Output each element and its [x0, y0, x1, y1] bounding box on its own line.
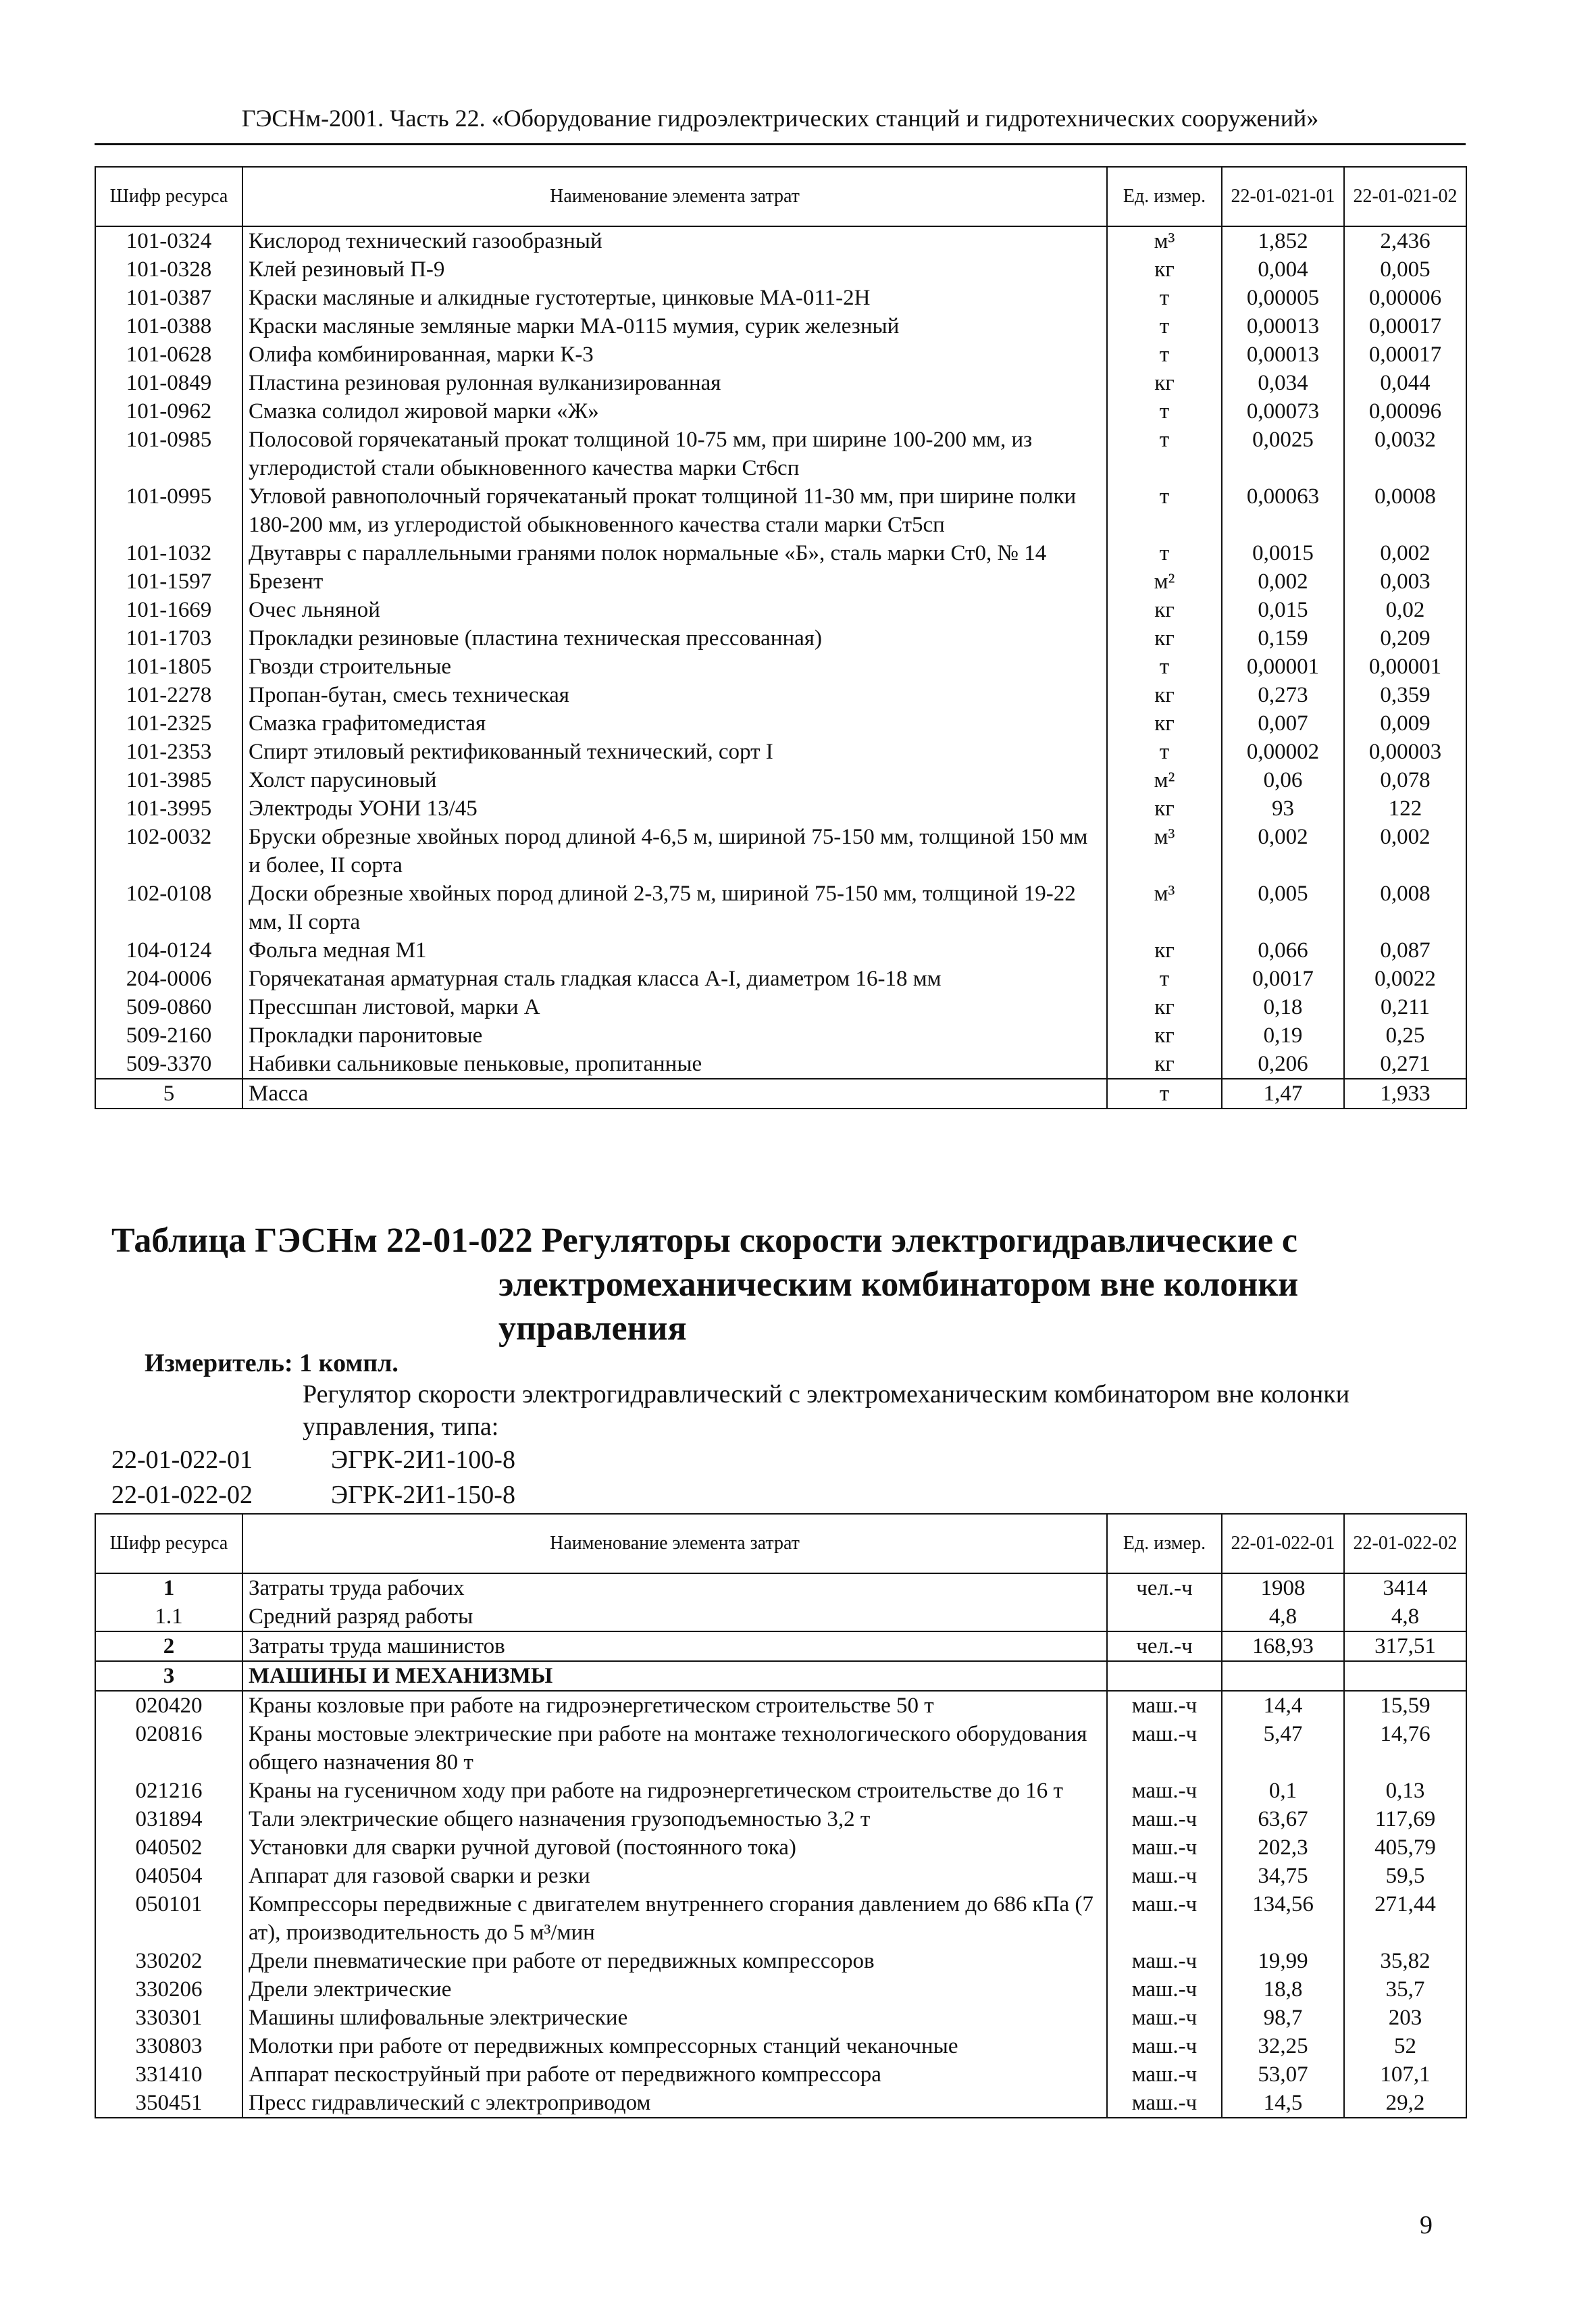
resource-code: 020420: [95, 1691, 242, 1720]
table-row: [95, 567, 1466, 596]
unit-of-measure: маш.-ч: [1107, 1862, 1222, 1890]
labor-name: Затраты труда рабочих: [242, 1573, 1107, 1602]
unit-of-measure: кг: [1107, 596, 1222, 624]
unit-of-measure: маш.-ч: [1107, 1720, 1222, 1777]
norm-value-a: 0,015: [1222, 596, 1344, 624]
unit-of-measure: т: [1107, 426, 1222, 482]
table-row: [95, 993, 1466, 1021]
norm-value-b: 0,02: [1344, 596, 1466, 624]
grade-unit: [1107, 1602, 1222, 1631]
unit-of-measure: кг: [1107, 1021, 1222, 1050]
section-title-line-1: Таблица ГЭСНм 22-01-022 Регуляторы скорости электрогидравлические с: [111, 1221, 1297, 1260]
table-row: [95, 1975, 1466, 2004]
table-row: [95, 255, 1466, 284]
resource-code: 102-0108: [95, 880, 242, 936]
norm-value-b: 0,002: [1344, 539, 1466, 567]
unit-of-measure: т: [1107, 340, 1222, 369]
norm-value-b: 0,044: [1344, 369, 1466, 397]
norm-value-a: 0,00013: [1222, 340, 1344, 369]
machines-heading-unit: [1107, 1661, 1222, 1691]
unit-of-measure: маш.-ч: [1107, 2032, 1222, 2060]
resource-name: Тали электрические общего назначения грузоподъемностью 3,2 т: [242, 1805, 1107, 1833]
unit-of-measure: м²: [1107, 567, 1222, 596]
norm-value-b: 14,76: [1344, 1720, 1466, 1777]
table-row: [95, 2089, 1466, 2118]
resource-name: Угловой равнополочный горячекатаный прокат толщиной 11-30 мм, при ширине полки 180-200 мм, из углеродистой обыкновенного качества стали марки Ст5сп: [242, 482, 1107, 539]
table-row: [95, 226, 1466, 255]
table-row: [95, 1691, 1466, 1720]
table-row: [95, 284, 1466, 312]
table-row: [95, 2060, 1466, 2089]
norm-value-a: 93: [1222, 794, 1344, 823]
norm-value-b: 0,25: [1344, 1021, 1466, 1050]
section-description: Регулятор скорости электрогидравлический с электромеханическим комбинатором вне колонки управления, типа:: [303, 1380, 1350, 1441]
norm-value-a: 0,1: [1222, 1777, 1344, 1805]
norm-value-b: 29,2: [1344, 2089, 1466, 2118]
machines-heading-value-b: [1344, 1661, 1466, 1691]
norm-value-a: 18,8: [1222, 1975, 1344, 2004]
unit-of-measure: кг: [1107, 709, 1222, 738]
table-row: [95, 312, 1466, 340]
mass-value-b: 1,933: [1344, 1079, 1466, 1109]
norm-value-b: 405,79: [1344, 1833, 1466, 1862]
variant-name: ЭГРК-2И1-150-8: [331, 1481, 515, 1509]
resource-name: Краны козловые при работе на гидроэнергетическом строительстве 50 т: [242, 1691, 1107, 1720]
table-row: [95, 624, 1466, 653]
norm-value-a: 5,47: [1222, 1720, 1344, 1777]
resource-code: 102-0032: [95, 823, 242, 880]
unit-of-measure: кг: [1107, 624, 1222, 653]
norm-value-a: 0,18: [1222, 993, 1344, 1021]
variant-item: [111, 1444, 922, 1475]
norm-value-a: 63,67: [1222, 1805, 1344, 1833]
resource-name: Краски масляные и алкидные густотертые, цинковые МА-011-2Н: [242, 284, 1107, 312]
resource-name: Прокладки резиновые (пластина техническая прессованная): [242, 624, 1107, 653]
variant-name: ЭГРК-2И1-100-8: [331, 1446, 515, 1474]
resource-name: Дрели электрические: [242, 1975, 1107, 2004]
resource-code: 330202: [95, 1947, 242, 1975]
table-row: [95, 880, 1466, 936]
norm-value-b: 0,00001: [1344, 653, 1466, 681]
machines-table-body: [95, 1691, 1466, 2118]
norm-value-a: 98,7: [1222, 2004, 1344, 2032]
resource-name: Клей резиновый П-9: [242, 255, 1107, 284]
resource-code: 101-2325: [95, 709, 242, 738]
table-row: [95, 340, 1466, 369]
resource-code: 350451: [95, 2089, 242, 2118]
norm-value-b: 0,00006: [1344, 284, 1466, 312]
resource-name: Прессшпан листовой, марки А: [242, 993, 1107, 1021]
norm-value-b: 0,087: [1344, 936, 1466, 965]
resource-code: 101-1669: [95, 596, 242, 624]
resource-code: 101-0628: [95, 340, 242, 369]
resource-name: Набивки сальниковые пеньковые, пропитанные: [242, 1050, 1107, 1079]
resource-name: Олифа комбинированная, марки К-3: [242, 340, 1107, 369]
norm-value-a: 0,00001: [1222, 653, 1344, 681]
unit-of-measure: маш.-ч: [1107, 2060, 1222, 2089]
machinist-unit: чел.-ч: [1107, 1631, 1222, 1661]
resource-name: Пресс гидравлический с электроприводом: [242, 2089, 1107, 2118]
unit-of-measure: кг: [1107, 794, 1222, 823]
resource-name: Смазка солидол жировой марки «Ж»: [242, 397, 1107, 426]
norm-value-a: 0,002: [1222, 823, 1344, 880]
norm-value-a: 0,034: [1222, 369, 1344, 397]
column-header-name: Наименование элемента затрат: [242, 167, 1107, 226]
resource-code: 101-0387: [95, 284, 242, 312]
table-row: [95, 539, 1466, 567]
variant-code: 22-01-022-02: [111, 1481, 253, 1509]
unit-of-measure: кг: [1107, 681, 1222, 709]
table-row: [95, 397, 1466, 426]
norm-value-b: 203: [1344, 2004, 1466, 2032]
norm-value-a: 0,002: [1222, 567, 1344, 596]
unit-of-measure: маш.-ч: [1107, 2089, 1222, 2118]
unit-of-measure: м³: [1107, 226, 1222, 255]
labor-code: 1: [95, 1573, 242, 1602]
table-row: [95, 1833, 1466, 1862]
table-row: [95, 1890, 1466, 1947]
resource-name: Брезент: [242, 567, 1107, 596]
resource-code: 331410: [95, 2060, 242, 2089]
variant-code: 22-01-022-01: [111, 1446, 253, 1474]
unit-of-measure: маш.-ч: [1107, 1833, 1222, 1862]
resource-code: 101-2353: [95, 738, 242, 766]
table-row: [95, 1805, 1466, 1833]
table-row: [95, 738, 1466, 766]
section-title-line-3: управления: [498, 1309, 687, 1348]
norm-value-a: 0,00073: [1222, 397, 1344, 426]
resource-name: Краны на гусеничном ходу при работе на гидроэнергетическом строительстве до 16 т: [242, 1777, 1107, 1805]
resource-code: 101-1703: [95, 624, 242, 653]
resource-name: Дрели пневматические при работе от передвижных компрессоров: [242, 1947, 1107, 1975]
table-row: [95, 681, 1466, 709]
norm-value-a: 14,4: [1222, 1691, 1344, 1720]
norm-value-b: 35,82: [1344, 1947, 1466, 1975]
norm-value-b: 0,078: [1344, 766, 1466, 794]
variant-item: [111, 1479, 922, 1510]
unit-of-measure: т: [1107, 738, 1222, 766]
resource-code: 101-3985: [95, 766, 242, 794]
page-number: 9: [1420, 2211, 1433, 2239]
unit-of-measure: маш.-ч: [1107, 1805, 1222, 1833]
resource-code: 031894: [95, 1805, 242, 1833]
norm-value-b: 59,5: [1344, 1862, 1466, 1890]
header-rule: [95, 143, 1466, 145]
resource-name: Полосовой горячекатаный прокат толщиной 10-75 мм, при ширине 100-200 мм, из углеродистой стали обыкновенного качества марки Ст6сп: [242, 426, 1107, 482]
resource-code: 104-0124: [95, 936, 242, 965]
machinist-name: Затраты труда машинистов: [242, 1631, 1107, 1661]
resource-name: Аппарат для газовой сварки и резки: [242, 1862, 1107, 1890]
resource-code: 021216: [95, 1777, 242, 1805]
table-row: [95, 1862, 1466, 1890]
norm-value-a: 0,00063: [1222, 482, 1344, 539]
norm-value-b: 0,00017: [1344, 312, 1466, 340]
column-header-norm-b: 22-01-022-02: [1344, 1514, 1466, 1573]
resource-name: Смазка графитомедистая: [242, 709, 1107, 738]
norm-value-b: 0,0008: [1344, 482, 1466, 539]
norms-table: [95, 1513, 1467, 2118]
resource-code: 101-0328: [95, 255, 242, 284]
norm-value-b: 0,008: [1344, 880, 1466, 936]
column-header-unit: Ед. измер.: [1107, 167, 1222, 226]
table-row: [95, 2032, 1466, 2060]
norm-value-a: 14,5: [1222, 2089, 1344, 2118]
norm-value-a: 0,273: [1222, 681, 1344, 709]
resource-code: 040504: [95, 1862, 242, 1890]
table-row: [95, 1050, 1466, 1079]
resource-code: 101-0849: [95, 369, 242, 397]
norm-value-a: 0,0025: [1222, 426, 1344, 482]
norm-value-a: 202,3: [1222, 1833, 1344, 1862]
resource-name: Холст парусиновый: [242, 766, 1107, 794]
labor-unit: чел.-ч: [1107, 1573, 1222, 1602]
table-row: [95, 1720, 1466, 1777]
column-header-code: Шифр ресурса: [95, 1514, 242, 1573]
resource-code: 101-0995: [95, 482, 242, 539]
resource-code: 204-0006: [95, 965, 242, 993]
norm-value-a: 34,75: [1222, 1862, 1344, 1890]
table-row: [95, 653, 1466, 681]
norm-value-b: 107,1: [1344, 2060, 1466, 2089]
resource-code: 330301: [95, 2004, 242, 2032]
unit-of-measure: маш.-ч: [1107, 1947, 1222, 1975]
norm-value-a: 0,206: [1222, 1050, 1344, 1079]
norm-value-b: 117,69: [1344, 1805, 1466, 1833]
resource-code: 101-1805: [95, 653, 242, 681]
table-row: [95, 2004, 1466, 2032]
machinist-value-b: 317,51: [1344, 1631, 1466, 1661]
resource-name: Компрессоры передвижные с двигателем внутреннего сгорания давлением до 686 кПа (7 ат), производительность до 5 м³/мин: [242, 1890, 1107, 1947]
norm-value-a: 0,159: [1222, 624, 1344, 653]
norm-value-b: 0,209: [1344, 624, 1466, 653]
norm-value-b: 0,003: [1344, 567, 1466, 596]
norm-value-a: 0,00002: [1222, 738, 1344, 766]
resource-name: Кислород технический газообразный: [242, 226, 1107, 255]
resource-name: Прокладки паронитовые: [242, 1021, 1107, 1050]
norm-value-b: 0,211: [1344, 993, 1466, 1021]
running-header: ГЭСНм-2001. Часть 22. «Оборудование гидроэлектрических станций и гидротехнических сооружений»: [241, 105, 1319, 132]
mass-name: Масса: [242, 1079, 1107, 1109]
table-row: [95, 1947, 1466, 1975]
resource-name: Бруски обрезные хвойных пород длиной 4-6,5 м, шириной 75-150 мм, толщиной 150 мм и более, II сорта: [242, 823, 1107, 880]
column-header-norm-b: 22-01-021-02: [1344, 167, 1466, 226]
norm-value-a: 0,00013: [1222, 312, 1344, 340]
machinist-value-a: 168,93: [1222, 1631, 1344, 1661]
unit-of-measure: м²: [1107, 766, 1222, 794]
norm-value-b: 271,44: [1344, 1890, 1466, 1947]
machines-heading-name: МАШИНЫ И МЕХАНИЗМЫ: [242, 1661, 1107, 1691]
resource-code: 509-0860: [95, 993, 242, 1021]
column-header-name: Наименование элемента затрат: [242, 1514, 1107, 1573]
table-row: [95, 1777, 1466, 1805]
mass-value-a: 1,47: [1222, 1079, 1344, 1109]
resource-name: Очес льняной: [242, 596, 1107, 624]
machines-heading-row: [95, 1661, 1466, 1691]
norm-value-b: 0,271: [1344, 1050, 1466, 1079]
resource-code: 050101: [95, 1890, 242, 1947]
column-header-norm-a: 22-01-022-01: [1222, 1514, 1344, 1573]
norm-value-a: 32,25: [1222, 2032, 1344, 2060]
materials-table: [95, 166, 1467, 1109]
unit-of-measure: маш.-ч: [1107, 1890, 1222, 1947]
grade-code: 1.1: [95, 1602, 242, 1631]
norm-value-a: 0,0017: [1222, 965, 1344, 993]
materials-table-body: [95, 226, 1466, 1079]
resource-name: Краски масляные земляные марки МА-0115 мумия, сурик железный: [242, 312, 1107, 340]
machinist-row: [95, 1631, 1466, 1661]
grade-name: Средний разряд работы: [242, 1602, 1107, 1631]
table-row: [95, 823, 1466, 880]
grade-row: [95, 1602, 1466, 1631]
norm-value-a: 19,99: [1222, 1947, 1344, 1975]
norm-value-a: 0,06: [1222, 766, 1344, 794]
unit-of-measure: т: [1107, 653, 1222, 681]
norm-value-b: 0,0032: [1344, 426, 1466, 482]
table-row: [95, 482, 1466, 539]
resource-code: 101-1597: [95, 567, 242, 596]
measurement-unit: Измеритель: 1 компл.: [145, 1349, 398, 1377]
grade-value-b: 4,8: [1344, 1602, 1466, 1631]
norm-value-a: 0,007: [1222, 709, 1344, 738]
unit-of-measure: т: [1107, 539, 1222, 567]
norm-value-b: 0,13: [1344, 1777, 1466, 1805]
unit-of-measure: м³: [1107, 823, 1222, 880]
norm-value-a: 0,004: [1222, 255, 1344, 284]
section-title-line-2: электромеханическим комбинатором вне колонки: [498, 1265, 1299, 1304]
unit-of-measure: маш.-ч: [1107, 1777, 1222, 1805]
resource-code: 101-1032: [95, 539, 242, 567]
norm-value-a: 0,066: [1222, 936, 1344, 965]
labor-value-a: 1908: [1222, 1573, 1344, 1602]
table-row: [95, 794, 1466, 823]
column-header-unit: Ед. измер.: [1107, 1514, 1222, 1573]
resource-name: Двутавры с параллельными гранями полок нормальные «Б», сталь марки Ст0, № 14: [242, 539, 1107, 567]
norm-value-b: 0,002: [1344, 823, 1466, 880]
norm-value-b: 35,7: [1344, 1975, 1466, 2004]
norm-value-a: 0,005: [1222, 880, 1344, 936]
column-header-norm-a: 22-01-021-01: [1222, 167, 1344, 226]
labor-value-b: 3414: [1344, 1573, 1466, 1602]
norm-value-b: 0,00017: [1344, 340, 1466, 369]
resource-name: Машины шлифовальные электрические: [242, 2004, 1107, 2032]
column-header-code: Шифр ресурса: [95, 167, 242, 226]
grade-value-a: 4,8: [1222, 1602, 1344, 1631]
table-row: [95, 766, 1466, 794]
resource-code: 101-0324: [95, 226, 242, 255]
norm-value-a: 53,07: [1222, 2060, 1344, 2089]
norm-value-b: 2,436: [1344, 226, 1466, 255]
resource-name: Молотки при работе от передвижных компрессорных станций чеканочные: [242, 2032, 1107, 2060]
unit-of-measure: маш.-ч: [1107, 1691, 1222, 1720]
unit-of-measure: кг: [1107, 1050, 1222, 1079]
norm-value-a: 0,00005: [1222, 284, 1344, 312]
table-row: [95, 709, 1466, 738]
machines-heading-value-a: [1222, 1661, 1344, 1691]
unit-of-measure: кг: [1107, 993, 1222, 1021]
resource-name: Фольга медная М1: [242, 936, 1107, 965]
table-row: [95, 936, 1466, 965]
unit-of-measure: т: [1107, 965, 1222, 993]
unit-of-measure: маш.-ч: [1107, 1975, 1222, 2004]
resource-code: 509-2160: [95, 1021, 242, 1050]
unit-of-measure: м³: [1107, 880, 1222, 936]
labor-row: [95, 1573, 1466, 1602]
resource-name: Горячекатаная арматурная сталь гладкая класса А-I, диаметром 16-18 мм: [242, 965, 1107, 993]
unit-of-measure: кг: [1107, 369, 1222, 397]
resource-code: 020816: [95, 1720, 242, 1777]
table-row: [95, 1021, 1466, 1050]
table-row: [95, 426, 1466, 482]
machines-heading-code: 3: [95, 1661, 242, 1691]
norm-value-a: 134,56: [1222, 1890, 1344, 1947]
unit-of-measure: т: [1107, 284, 1222, 312]
resource-code: 101-0962: [95, 397, 242, 426]
norm-value-a: 0,19: [1222, 1021, 1344, 1050]
norm-value-a: 0,0015: [1222, 539, 1344, 567]
norm-value-b: 15,59: [1344, 1691, 1466, 1720]
unit-of-measure: т: [1107, 482, 1222, 539]
table-row: [95, 965, 1466, 993]
resource-code: 040502: [95, 1833, 242, 1862]
resource-name: Электроды УОНИ 13/45: [242, 794, 1107, 823]
machinist-code: 2: [95, 1631, 242, 1661]
resource-name: Доски обрезные хвойных пород длиной 2-3,75 м, шириной 75-150 мм, толщиной 19-22 мм, II сорта: [242, 880, 1107, 936]
table-row: [95, 369, 1466, 397]
resource-name: Аппарат пескоструйный при работе от передвижного компрессора: [242, 2060, 1107, 2089]
unit-of-measure: т: [1107, 397, 1222, 426]
resource-name: Пластина резиновая рулонная вулканизированная: [242, 369, 1107, 397]
resource-code: 101-0985: [95, 426, 242, 482]
resource-code: 101-3995: [95, 794, 242, 823]
resource-code: 101-0388: [95, 312, 242, 340]
norm-value-b: 52: [1344, 2032, 1466, 2060]
mass-row: [95, 1079, 1466, 1109]
unit-of-measure: т: [1107, 312, 1222, 340]
resource-name: Краны мостовые электрические при работе на монтаже технологического оборудования общего назначения 80 т: [242, 1720, 1107, 1777]
norm-value-b: 0,00003: [1344, 738, 1466, 766]
table-header-row: [95, 1514, 1466, 1573]
resource-name: Установки для сварки ручной дуговой (постоянного тока): [242, 1833, 1107, 1862]
norm-value-a: 1,852: [1222, 226, 1344, 255]
resource-code: 509-3370: [95, 1050, 242, 1079]
norm-value-b: 122: [1344, 794, 1466, 823]
unit-of-measure: кг: [1107, 936, 1222, 965]
norm-value-b: 0,0022: [1344, 965, 1466, 993]
unit-of-measure: кг: [1107, 255, 1222, 284]
norm-value-b: 0,00096: [1344, 397, 1466, 426]
norm-value-b: 0,359: [1344, 681, 1466, 709]
mass-unit: т: [1107, 1079, 1222, 1109]
resource-code: 330206: [95, 1975, 242, 2004]
resource-name: Гвозди строительные: [242, 653, 1107, 681]
table-header-row: [95, 167, 1466, 226]
mass-code: 5: [95, 1079, 242, 1109]
resource-name: Спирт этиловый ректификованный технический, сорт I: [242, 738, 1107, 766]
resource-name: Пропан-бутан, смесь техническая: [242, 681, 1107, 709]
norm-value-b: 0,009: [1344, 709, 1466, 738]
resource-code: 101-2278: [95, 681, 242, 709]
norm-value-b: 0,005: [1344, 255, 1466, 284]
unit-of-measure: маш.-ч: [1107, 2004, 1222, 2032]
table-row: [95, 596, 1466, 624]
resource-code: 330803: [95, 2032, 242, 2060]
